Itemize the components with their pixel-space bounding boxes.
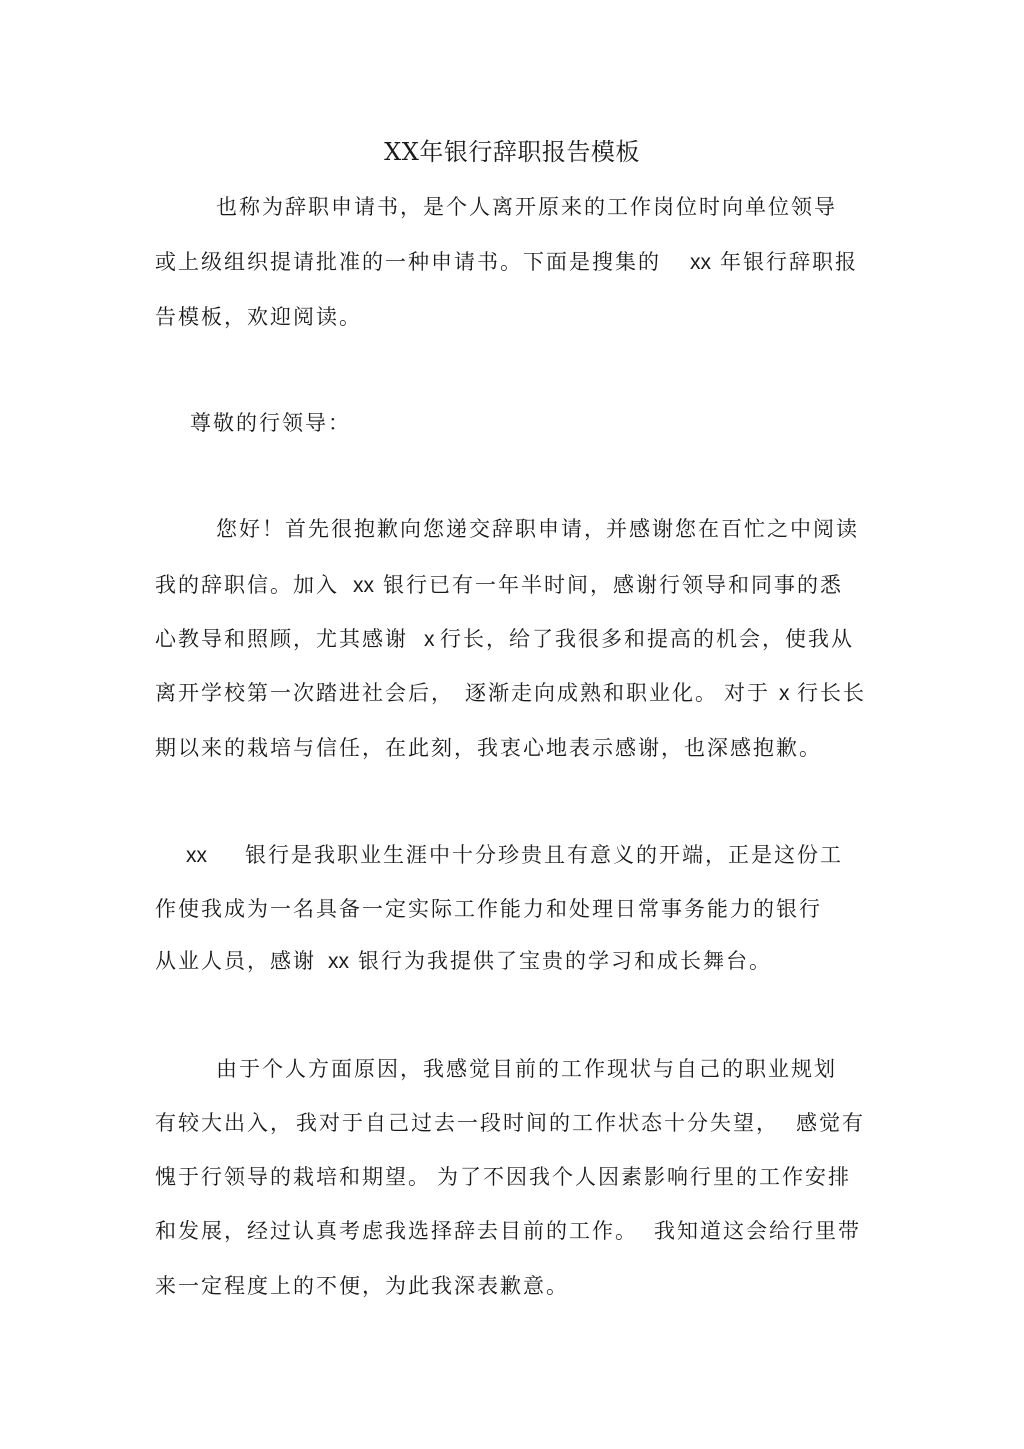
- para2-line-2: 作使我成为一名具备一定实际工作能力和处理日常事务能力的银行: [155, 897, 822, 921]
- intro-line-3: 告模板，欢迎阅读。: [155, 305, 362, 329]
- para3-line-5: 来一定程度上的不便，为此我深表歉意。: [155, 1274, 569, 1298]
- para3-line-3a: 愧于行领导的栽培和期望。: [155, 1165, 431, 1189]
- intro-line-1: 也称为辞职申请书，是个人离开原来的工作岗位时向单位领导: [216, 195, 837, 219]
- para1-line-5: 期以来的栽培与信任，在此刻，我衷心地表示感谢，也深感抱歉。: [155, 736, 822, 760]
- para1-line-2-xx: xx: [353, 574, 374, 597]
- para3-line-4a: 和发展，经过认真考虑我选择辞去目前的工作。: [155, 1219, 638, 1243]
- para1-line-1b: 并感谢您在百忙之中阅读: [606, 517, 859, 541]
- para1-line-2b: 银行已有一年半时间，感谢行领导和同事的悉: [383, 573, 843, 597]
- para2-line-3b: 银行为我提供了宝贵的学习和成长舞台。: [358, 949, 772, 973]
- para1-line-3a: 心教导和照顾，尤其感谢: [155, 627, 408, 651]
- para1-line-3b: 行长，给了我很多和提高的机会，使我从: [440, 627, 854, 651]
- para2-line-1-xx: xx: [186, 844, 207, 867]
- para1-line-4a: 离开学校第一次踏进社会后，: [155, 681, 454, 705]
- para1-line-1a: 您好！首先很抱歉向您递交辞职申请，: [216, 517, 607, 541]
- para1-line-4c: 对于: [724, 681, 770, 705]
- intro-line-2-tail: 年银行辞职报: [720, 250, 858, 274]
- para3-line-2b: 我对于自己过去一段时间的工作状态十分失望，: [296, 1111, 779, 1135]
- para3-line-2c: 感觉有: [796, 1111, 865, 1135]
- document-title: XX年银行辞职报告模板: [384, 138, 640, 166]
- intro-line-2-xx: xx: [690, 251, 711, 274]
- para1-line-3-x: x: [424, 628, 435, 651]
- para2-line-3-xx: xx: [328, 950, 349, 973]
- para2-line-3a: 从业人员，感谢: [155, 949, 316, 973]
- para1-line-2a: 我的辞职信。加入: [155, 573, 339, 597]
- salutation: 尊敬的行领导：: [190, 411, 351, 435]
- intro-line-2: 或上级组织提请批准的一种申请书。下面是搜集的: [155, 250, 661, 274]
- para3-line-1: 由于个人方面原因，我感觉目前的工作现状与自己的职业规划: [216, 1057, 837, 1081]
- para1-line-4b: 逐渐走向成熟和职业化。: [465, 681, 718, 705]
- para2-line-1: 银行是我职业生涯中十分珍贵且有意义的开端，正是这份工: [245, 843, 843, 867]
- para3-line-3b: 为了不因我个人因素影响行里的工作安排: [437, 1165, 851, 1189]
- para1-line-4d: 行长长: [797, 681, 866, 705]
- para3-line-4b: 我知道这会给行里带: [654, 1219, 861, 1243]
- para3-line-2a: 有较大出入，: [155, 1111, 293, 1135]
- para1-line-4-x: x: [779, 682, 790, 705]
